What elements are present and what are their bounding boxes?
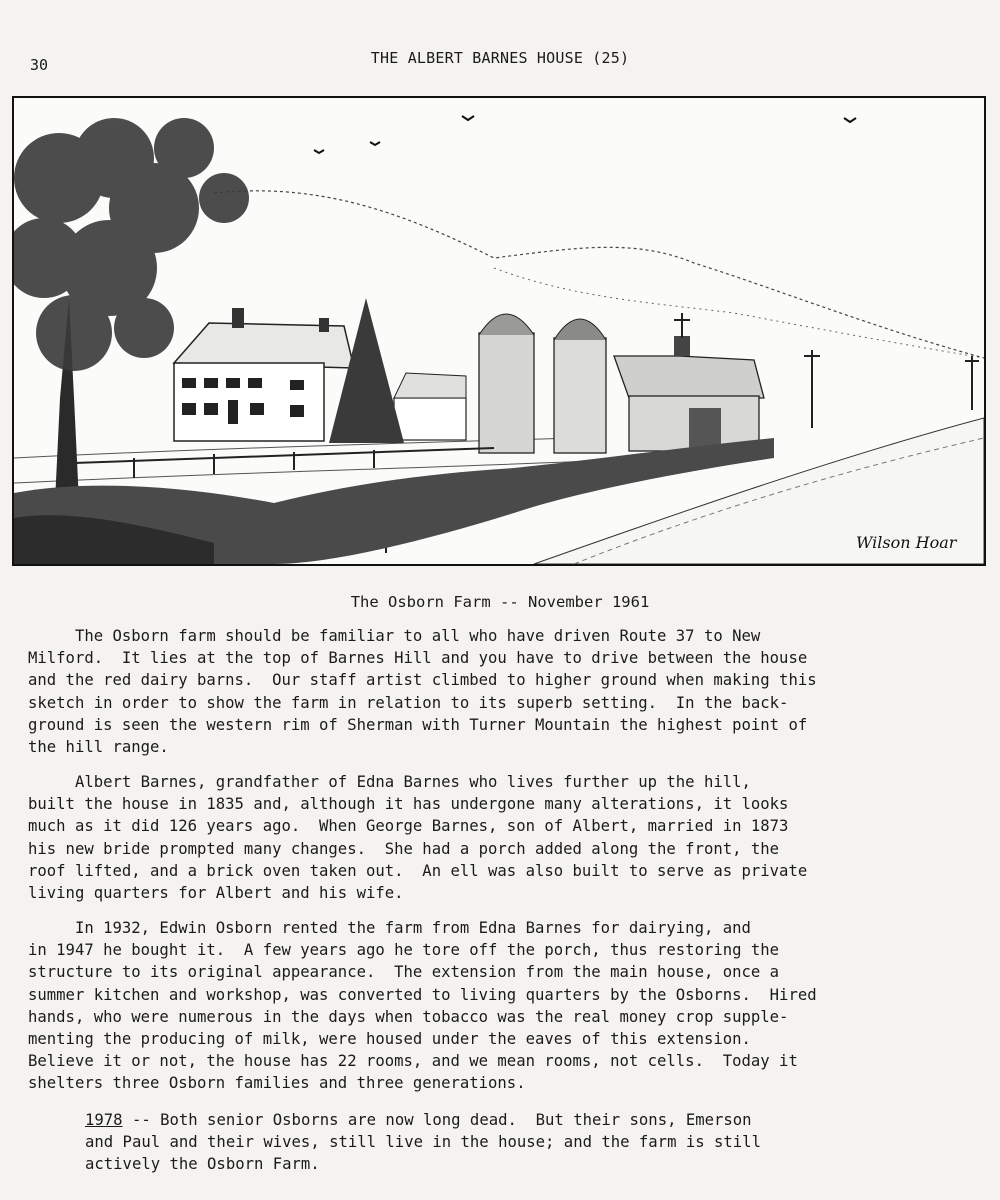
year-1978-label: 1978 — [85, 1111, 123, 1129]
paragraph-edwin-osborn-history: In 1932, Edwin Osborn rented the farm from Edna Barnes for dairying, and in 1947 he bought it. A few years ago he tore off the porch, thus restoring the structure to its original appearance. The extension from the main house, once a summer kitchen and workshop, was converted to living quarters by the Osborns. Hired hands, who were numerous in the days when tobacco was the real money crop supple- menting the producing of milk, were housed under the eaves of this extension. Believe it or not, the house has 22 rooms, and we mean rooms, not cells. Today it shelters three Osborn families and three generations. — [28, 919, 817, 1093]
svg-text:Wilson Hoar: Wilson Hoar — [856, 533, 957, 552]
farm-sketch-illustration — [12, 96, 986, 566]
figure-caption: The Osborn Farm -- November 1961 — [350, 593, 650, 611]
paragraph-1978-update — [85, 1109, 965, 1176]
paragraph-albert-barnes-history: Albert Barnes, grandfather of Edna Barnes who lives further up the hill, built the house in 1835 and, although it has undergone many alterations, it looks much as it did 126 years ago. When George Barnes, son of Albert, married in 1873 his new bride prompted many changes. She had a porch added along the front, the roof lifted, and a brick oven taken out. An ell was also built to serve as private living quarters for Albert and his wife. — [28, 773, 808, 903]
paragraph-1978-text: -- Both senior Osborns are now long dead. But their sons, Emerson and Paul and their wives, still live in the house; and the farm is still actively the Osborn Farm. — [85, 1111, 761, 1174]
page-number: 30 — [30, 56, 49, 74]
paragraph-osborn-farm-location: The Osborn farm should be familiar to all who have driven Route 37 to New Milford. It lies at the top of Barnes Hill and you have to drive between the house and the red dairy barns. Our staff artist climbed to higher ground when making this sketch in order to show the farm in relation to its superb setting. In the back- ground is seen the western rim of Sherman with Turner Mountain the highest point of the hill range. — [28, 627, 817, 757]
page-title: THE ALBERT BARNES HOUSE (25) — [370, 49, 630, 67]
